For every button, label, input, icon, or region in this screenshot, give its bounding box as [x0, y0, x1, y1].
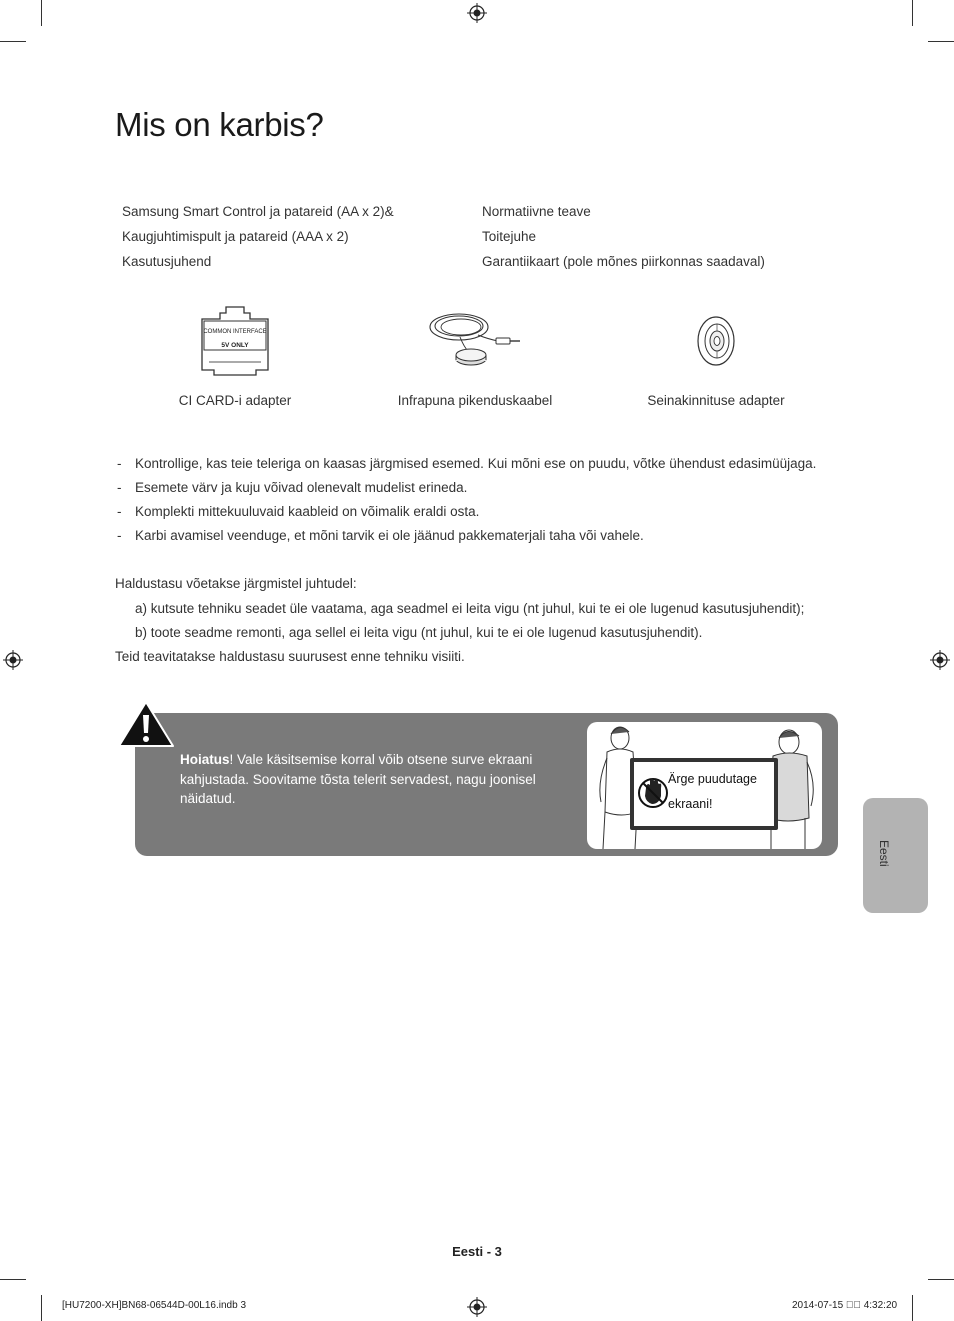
no-touch-text-line1: Ärge puudutage — [668, 772, 757, 786]
page-title: Mis on karbis? — [115, 106, 324, 143]
registration-mark-icon — [3, 650, 23, 670]
crop-mark — [0, 1279, 26, 1280]
fee-case-a: a) kutsute tehniku seadet üle vaatama, aga seadmel ei leita vigu (nt juhul, kui te ei ole lugenud kasutusjuhendit); — [135, 601, 805, 616]
note-dash: - — [117, 528, 122, 543]
item-caption: CI CARD-i adapter — [178, 393, 292, 408]
contents-item: Garantiikaart (pole mõnes piirkonnas saadaval) — [482, 254, 765, 269]
note-dash: - — [117, 456, 122, 471]
registration-mark-icon — [467, 1297, 487, 1317]
warning-message: ! Vale käsitsemise korral võib otsene surve ekraani kahjustada. Soovitame tõsta telerit servadest, nagu joonisel näidatud. — [180, 752, 536, 806]
fee-intro: Haldustasu võetakse järgmistel juhtudel: — [115, 576, 357, 591]
ci-label-line1: COMMON INTERFACE — [203, 329, 267, 335]
fee-case-b: b) toote seadme remonti, aga sellel ei leita vigu (nt juhul, kui te ei ole lugenud kasutusjuhendit). — [135, 625, 703, 640]
note-text: Kontrollige, kas teie teleriga on kaasas järgmised esemed. Kui mõni ese on puudu, võtke ühendust edasimüüjaga. — [135, 456, 817, 471]
people-carrying-tv-icon — [587, 722, 822, 849]
item-caption: Seinakinnituse adapter — [647, 393, 785, 408]
registration-mark-icon — [467, 3, 487, 23]
crop-mark — [912, 0, 913, 26]
contents-item: Normatiivne teave — [482, 204, 591, 219]
note-dash: - — [117, 504, 122, 519]
contents-item: Kasutusjuhend — [122, 254, 212, 269]
registration-mark-icon — [930, 650, 950, 670]
fee-outro: Teid teavitatakse haldustasu suurusest enne tehniku visiiti. — [115, 649, 465, 664]
language-tab-label: Eesti — [877, 840, 891, 867]
contents-item: Toitejuhe — [482, 229, 537, 244]
language-tab — [863, 798, 928, 913]
no-touch-text-line2: ekraani! — [668, 797, 713, 811]
note-dash: - — [117, 480, 122, 495]
page-number: Eesti - 3 — [452, 1244, 502, 1259]
note-item — [117, 456, 816, 471]
footer-timestamp: 2014-07-15 ￿￿ 4:32:20 — [792, 1300, 898, 1311]
note-text: Komplekti mittekuuluvaid kaableid on võimalik eraldi osta. — [135, 504, 480, 519]
crop-mark — [41, 1295, 42, 1321]
item-caption: Infrapuna pikenduskaabel — [397, 393, 553, 408]
contents-item: Samsung Smart Control ja patareid (AA x 2)& — [122, 204, 394, 219]
note-item — [117, 504, 479, 519]
warning-label: Hoiatus — [180, 752, 230, 767]
crop-mark — [928, 41, 954, 42]
wall-mount-adapter-icon — [695, 315, 737, 367]
crop-mark — [912, 1295, 913, 1321]
warning-text — [180, 750, 570, 809]
warning-illustration — [587, 722, 822, 849]
note-text: Karbi avamisel veenduge, et mõni tarvik ei ole jäänud pakkematerjali taha või vahele. — [135, 528, 644, 543]
ir-cable-icon — [428, 305, 524, 375]
crop-mark — [0, 41, 26, 42]
note-item — [117, 528, 644, 543]
note-text: Esemete värv ja kuju võivad olenevalt mudelist erineda. — [135, 480, 468, 495]
warning-triangle-icon — [117, 700, 175, 748]
crop-mark — [41, 0, 42, 26]
note-item — [117, 480, 467, 495]
contents-item: Kaugjuhtimispult ja patareid (AAA x 2) — [122, 229, 349, 244]
ci-label-line2: 5V ONLY — [221, 342, 249, 349]
footer-file-name: [HU7200-XH]BN68-06544D-00L16.indb 3 — [62, 1300, 247, 1311]
crop-mark — [928, 1279, 954, 1280]
ci-card-adapter-icon — [199, 306, 271, 376]
